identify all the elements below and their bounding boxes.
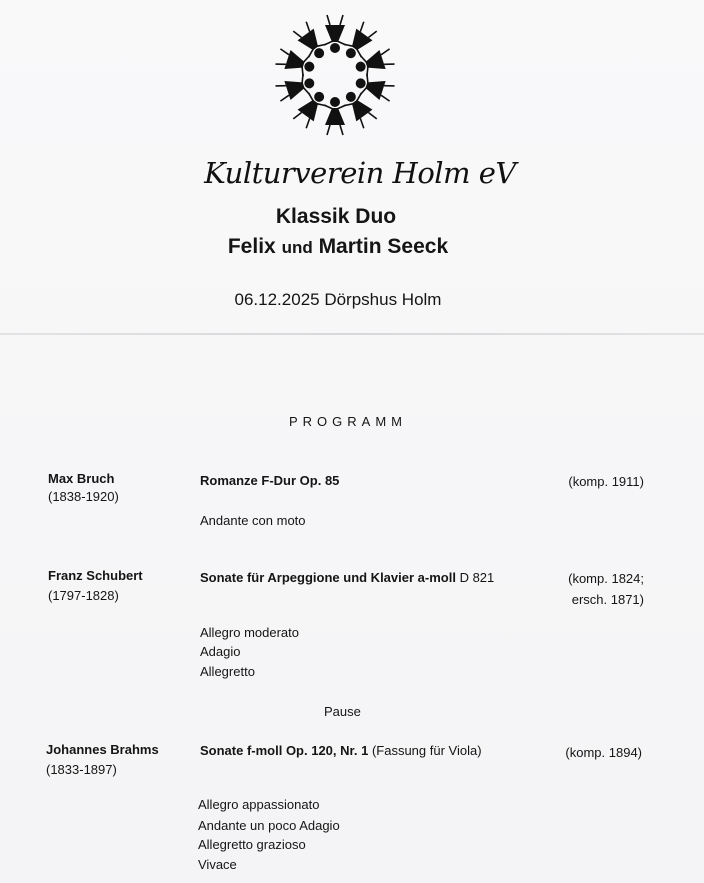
work-title: Romanze F-Dur Op. 85	[200, 473, 340, 488]
work-title: Sonate f-moll Op. 120, Nr. 1	[200, 743, 369, 758]
concert-title: Klassik Duo	[275, 205, 397, 228]
movement: Andante con moto	[200, 513, 306, 528]
dancer-figure	[275, 71, 318, 104]
catalog-number: D 821	[459, 570, 495, 585]
composition-year: (komp. 1911)	[568, 474, 644, 489]
movement: Vivace	[198, 857, 237, 872]
work-title-line	[200, 743, 482, 759]
movement: Allegro appassionato	[198, 797, 320, 812]
movement: Adagio	[200, 644, 241, 659]
circle-of-dancers-logo-icon	[272, 12, 398, 138]
performers	[200, 235, 476, 259]
date-venue: 06.12.2025 Dörpshus Holm	[234, 290, 442, 309]
paper-fold-line	[0, 333, 704, 335]
performer-conjunction: und	[281, 238, 313, 257]
composition-year: (komp. 1894)	[565, 745, 642, 760]
dancer-figure	[324, 97, 346, 135]
movement: Allegro moderato	[200, 625, 299, 640]
performer-second-name: Martin Seeck	[318, 235, 449, 258]
club-name: Kulturverein Holm eV	[204, 156, 516, 190]
composer-years: (1838-1920)	[48, 489, 119, 504]
movement: Andante un poco Adagio	[198, 818, 340, 833]
work-title-line	[200, 570, 494, 586]
dancer-figure	[275, 46, 318, 79]
program-heading: PROGRAMM	[289, 414, 407, 429]
composer-years: (1797-1828)	[48, 588, 119, 603]
movement: Allegretto grazioso	[198, 837, 306, 852]
composer-name: Max Bruch	[48, 471, 115, 486]
composer-name: Johannes Brahms	[46, 742, 159, 757]
work-title: Sonate für Arpeggione und Klavier a-moll	[200, 570, 456, 585]
dancer-figure	[353, 71, 396, 104]
performer-first-name: Felix	[227, 235, 276, 258]
publication-year: ersch. 1871)	[571, 592, 644, 607]
work-version: (Fassung für Viola)	[371, 743, 482, 758]
dancer-figure	[324, 15, 346, 53]
intermission: Pause	[324, 704, 361, 719]
composer-years: (1833-1897)	[46, 762, 117, 777]
movement: Allegretto	[200, 664, 255, 679]
composer-name: Franz Schubert	[48, 568, 143, 583]
composition-year: (komp. 1824;	[568, 571, 644, 586]
dancer-figure	[353, 46, 396, 79]
